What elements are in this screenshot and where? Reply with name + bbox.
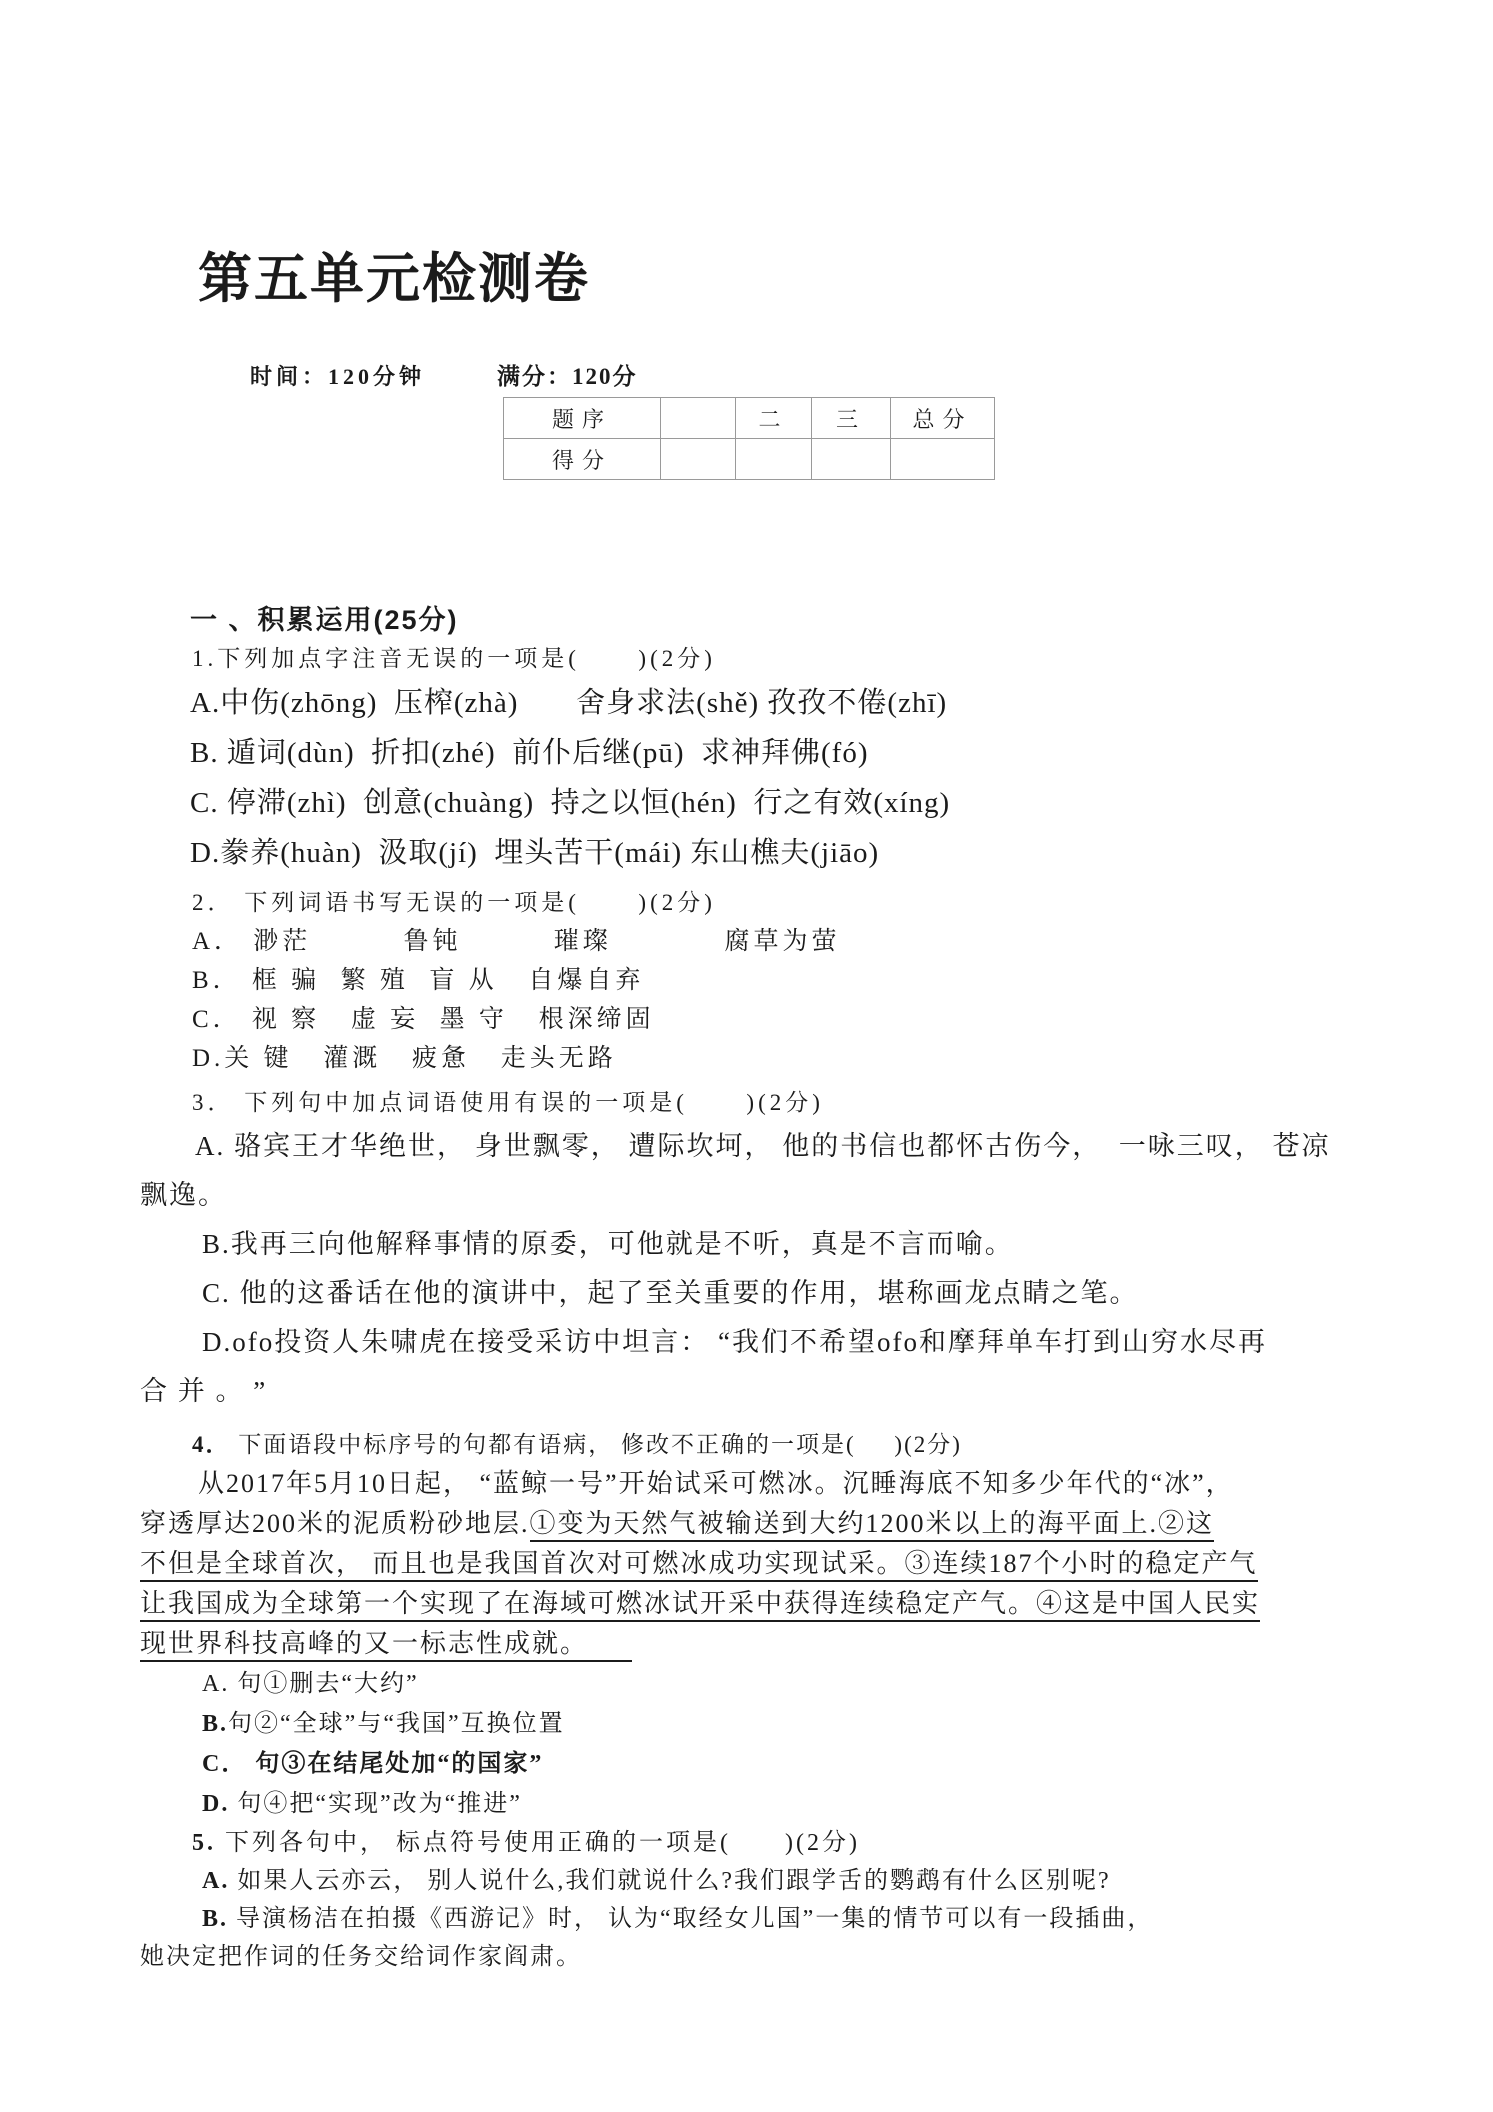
score-table-cell-score-label: 得分 (504, 439, 661, 480)
q4-option-b (140, 1704, 1355, 1744)
score-table-cell-total: 总分 (891, 398, 995, 439)
score-table-cell-score-3 (812, 439, 891, 480)
score-table-cell-score-1 (661, 439, 736, 480)
q4-paragraph-line5 (140, 1624, 1355, 1664)
score-table (503, 397, 995, 480)
score-table-cell-section-2: 二 (736, 398, 812, 439)
score-table-cell-section-3: 三 (812, 398, 891, 439)
q3-option-a-line2: 飘逸。 (140, 1180, 227, 1210)
q4-option-a: A. 句①删去“大约” (202, 1671, 419, 1697)
q4-stem (140, 1426, 1355, 1464)
exam-full-score: 满分：120分 (497, 364, 638, 389)
q3-option-d-line2: 合 并 。 ” (140, 1376, 268, 1406)
q3-option-a-line1: A. 骆宾王才华绝世， 身世飘零， 遭际坎坷， 他的书信也都怀古伤今， 一咏三叹， 苍凉 (195, 1131, 1331, 1161)
page-title: 第五单元检测卷 (198, 249, 590, 309)
q4-option-b-label: B. (202, 1711, 229, 1737)
q4-paragraph-line3-underlined: 不但是全球首次， 而且也是我国首次对可燃冰成功实现试采。③连续187个小时的稳定产气 (140, 1549, 1258, 1582)
exam-body (140, 600, 1355, 1976)
score-table-score-row (504, 439, 995, 480)
q4-paragraph-line2-underlined: ①变为天然气被输送到大约1200米以上的海平面上.②这 (530, 1509, 1215, 1542)
q3-option-d-line1: D.ofo投资人朱啸虎在接受采访中坦言： “我们不希望ofo和摩拜单车打到山穷水尽再 (202, 1327, 1267, 1357)
q1-option-b: B. 遁词(dùn) 折扣(zhé) 前仆后继(pū) 求神拜佛(fó) (190, 737, 869, 769)
score-table-header-row (504, 398, 995, 439)
q4-paragraph-line2 (140, 1504, 1355, 1544)
q5-stem-text: 下列各句中， 标点符号使用正确的一项是( )(2分) (216, 1830, 860, 1856)
q4-option-b-text: 句②“全球”与“我国”互换位置 (228, 1711, 565, 1737)
score-table-cell-section-1 (661, 398, 736, 439)
q5-option-b-line2: 她决定把作词的任务交给词作家阎肃。 (140, 1944, 582, 1970)
q4-paragraph-line3 (140, 1544, 1355, 1584)
score-table-cell-question-order: 题序 (504, 398, 661, 439)
q2-stem: 2． 下列词语书写无误的一项是( )(2分) (192, 890, 716, 915)
q1-stem: 1.下列加点字注音无误的一项是( )(2分) (192, 646, 716, 671)
q4-paragraph-line5-underlined: 现世界科技高峰的又一标志性成就。 (140, 1629, 632, 1662)
q5-option-a (140, 1862, 1355, 1900)
score-table-cell-score-total (891, 439, 995, 480)
q4-stem-text: 下面语段中标序号的句都有语病， 修改不正确的一项是( )(2分) (230, 1432, 962, 1457)
q4-paragraph-line4-underlined: 让我国成为全球第一个实现了在海域可燃冰试开采中获得连续稳定产气。④这是中国人民实 (140, 1589, 1260, 1622)
score-table-cell-score-2 (736, 439, 812, 480)
q5-option-b-text: 导演杨洁在拍摄《西游记》时， 认为“取经女儿国”一集的情节可以有一段插曲， (228, 1906, 1154, 1932)
q2-option-d: D.关 键 灌溉 疲惫 走头无路 (192, 1045, 617, 1072)
exam-time: 时间：120分钟 (250, 364, 426, 389)
q2-option-b: B． 框 骗 繁 殖 盲 从 自爆自弃 (192, 967, 645, 994)
q4-paragraph-line1: 从2017年5月10日起， “蓝鲸一号”开始试采可燃冰。沉睡海底不知多少年代的“冰”， (198, 1469, 1234, 1498)
q1-option-d: D.豢养(huàn) 汲取(jí) 埋头苦干(mái) 东山樵夫(jiāo) (190, 837, 880, 869)
q5-option-a-text: 如果人云亦云， 别人说什么,我们就说什么?我们跟学舌的鹦鹉有什么区别呢? (229, 1868, 1111, 1894)
q5-number: 5. (192, 1830, 216, 1856)
q4-option-d-label: D. (202, 1791, 230, 1817)
q1-option-a: A.中伤(zhōng) 压榨(zhà) 舍身求法(shě) 孜孜不倦(zhī) (190, 687, 948, 719)
q3-stem: 3． 下列句中加点词语使用有误的一项是( )(2分) (192, 1090, 824, 1115)
q5-option-a-label: A. (202, 1868, 230, 1894)
q4-option-c: C． 句③在结尾处加“的国家” (202, 1751, 544, 1777)
section-1-heading: 一 、积累运用(25分) (190, 605, 459, 635)
q4-option-d (140, 1784, 1355, 1824)
q2-option-a: A． 渺茫 鲁钝 璀璨 腐草为萤 (192, 928, 841, 955)
q2-option-c: C． 视 察 虚 妄 墨 守 根深缔固 (192, 1006, 655, 1033)
q4-paragraph-line2-plain: 穿透厚达200米的泥质粉砂地层. (140, 1509, 530, 1538)
q5-option-b-label: B. (202, 1906, 229, 1932)
q4-option-d-text: 句④把“实现”改为“推进” (229, 1791, 522, 1817)
q4-paragraph-line4 (140, 1584, 1355, 1624)
q5-stem (140, 1824, 1355, 1862)
q1-option-c: C. 停滞(zhì) 创意(chuàng) 持之以恒(hén) 行之有效(xíng) (190, 787, 951, 819)
q3-option-b: B.我再三向他解释事情的原委，可他就是不听，真是不言而喻。 (202, 1229, 1014, 1259)
q5-option-b-line1 (140, 1900, 1355, 1938)
q3-option-c: C. 他的这番话在他的演讲中，起了至关重要的作用，堪称画龙点睛之笔。 (202, 1278, 1139, 1308)
q4-number: 4． (192, 1432, 231, 1457)
